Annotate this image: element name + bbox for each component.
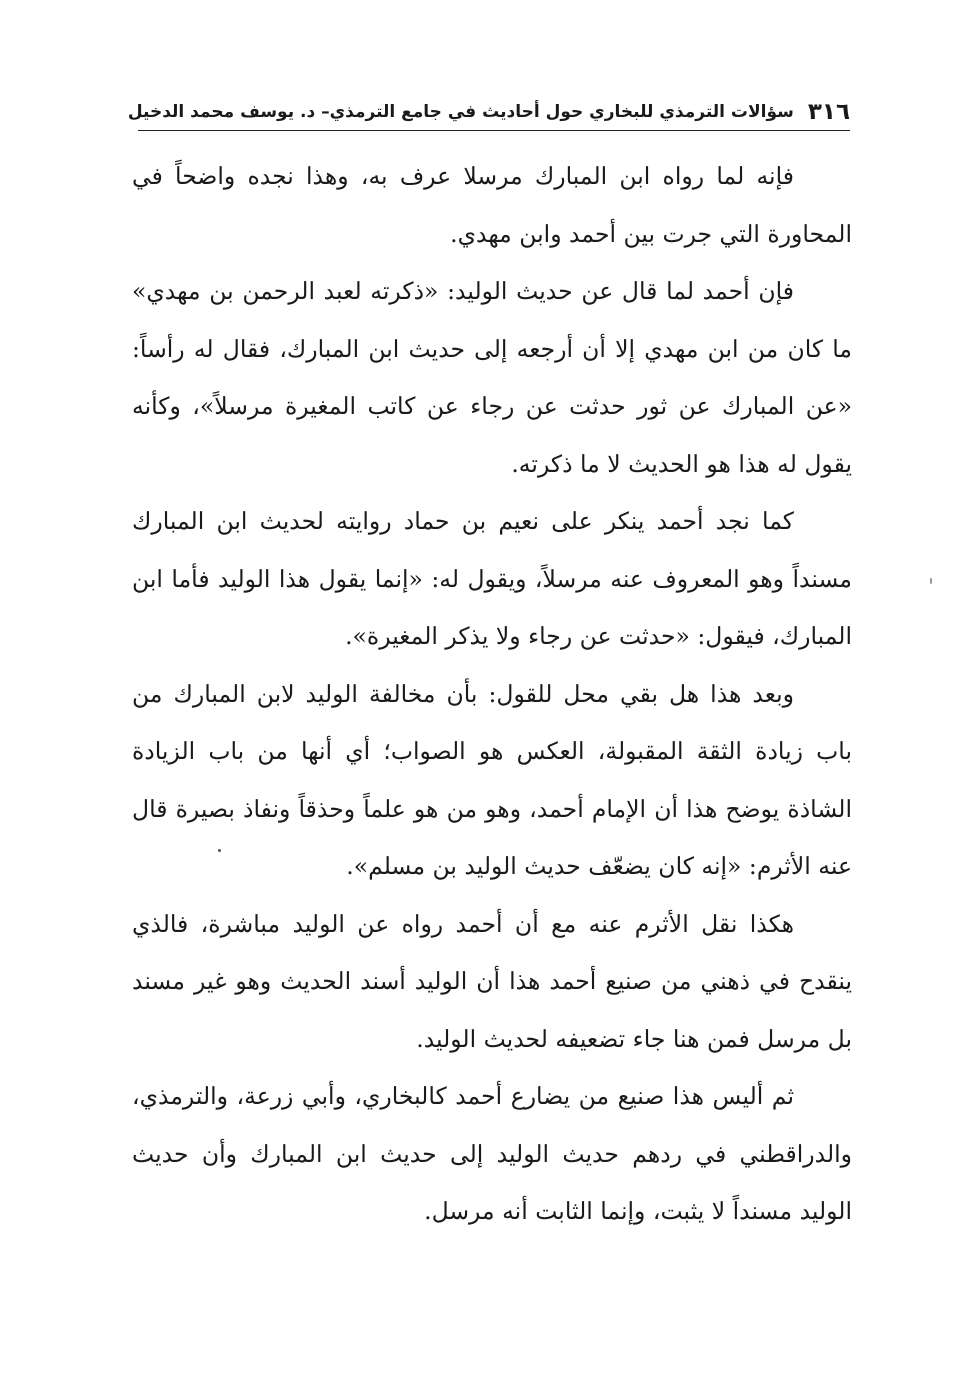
header-rule [138, 130, 850, 131]
body-text [132, 148, 852, 1241]
running-title: سؤالات الترمذي للبخاري حول أحاديث في جامع الترمذي– د. يوسف محمد الدخيل [127, 102, 794, 122]
running-header [127, 92, 850, 132]
scan-speck [218, 849, 221, 852]
scan-speck [930, 578, 932, 584]
paragraph: هكذا نقل الأثرم عنه مع أن أحمد رواه عن الوليد مباشرة، فالذي ينقدح في ذهني من صنيع أحمد هذا أن الوليد أسند الحديث وهو غير مسند بل مرسل فمن هنا جاء تضعيفه لحديث الوليد. [132, 909, 852, 1053]
paragraph: فإن أحمد لما قال عن حديث الوليد: «ذكرته لعبد الرحمن بن مهدي» ما كان من ابن مهدي إلا أن أرجعه إلى حديث ابن المبارك، فقال له رأساً: «عن المبارك عن ثور حدثت عن رجاء عن كاتب المغيرة مرسلاً»، وكأنه يقول له هذا هو الحديث لا ما ذكرته. [132, 277, 852, 478]
paragraph: ثم أليس هذا صنيع من يضارع أحمد كالبخاري، وأبي زرعة، والترمذي، والدراقطني في ردهم حديث الوليد إلى حديث ابن المبارك وأن حديث الوليد مسنداً لا يثبت، وإنما الثابت أنه مرسل. [132, 1082, 852, 1225]
paragraph: كما نجد أحمد ينكر على نعيم بن حماد روايته لحديث ابن المبارك مسنداً وهو المعروف عنه مرسلاً، ويقول له: «إنما يقول هذا الوليد فأما ابن المبارك، فيقول: «حدثت عن رجاء ولا يذكر المغيرة». [132, 507, 852, 650]
paragraph: وبعد هذا هل بقي محل للقول: بأن مخالفة الوليد لابن المبارك من باب زيادة الثقة المقبولة، العكس هو الصواب؛ أي أنها من باب الزيادة الشاذة يوضح هذا أن الإمام أحمد، وهو من هو علماً وحذقاً ونفاذ بصيرة قال عنه الأثرم: «إنه كان يضعّف حديث الوليد بن مسلم». [132, 679, 852, 880]
page-number: ٣١٦ [807, 99, 850, 125]
paragraph: فإنه لما رواه ابن المبارك مرسلا عرف به، وهذا نجده واضحاً في المحاورة التي جرت بين أحمد وابن مهدي. [132, 162, 852, 248]
